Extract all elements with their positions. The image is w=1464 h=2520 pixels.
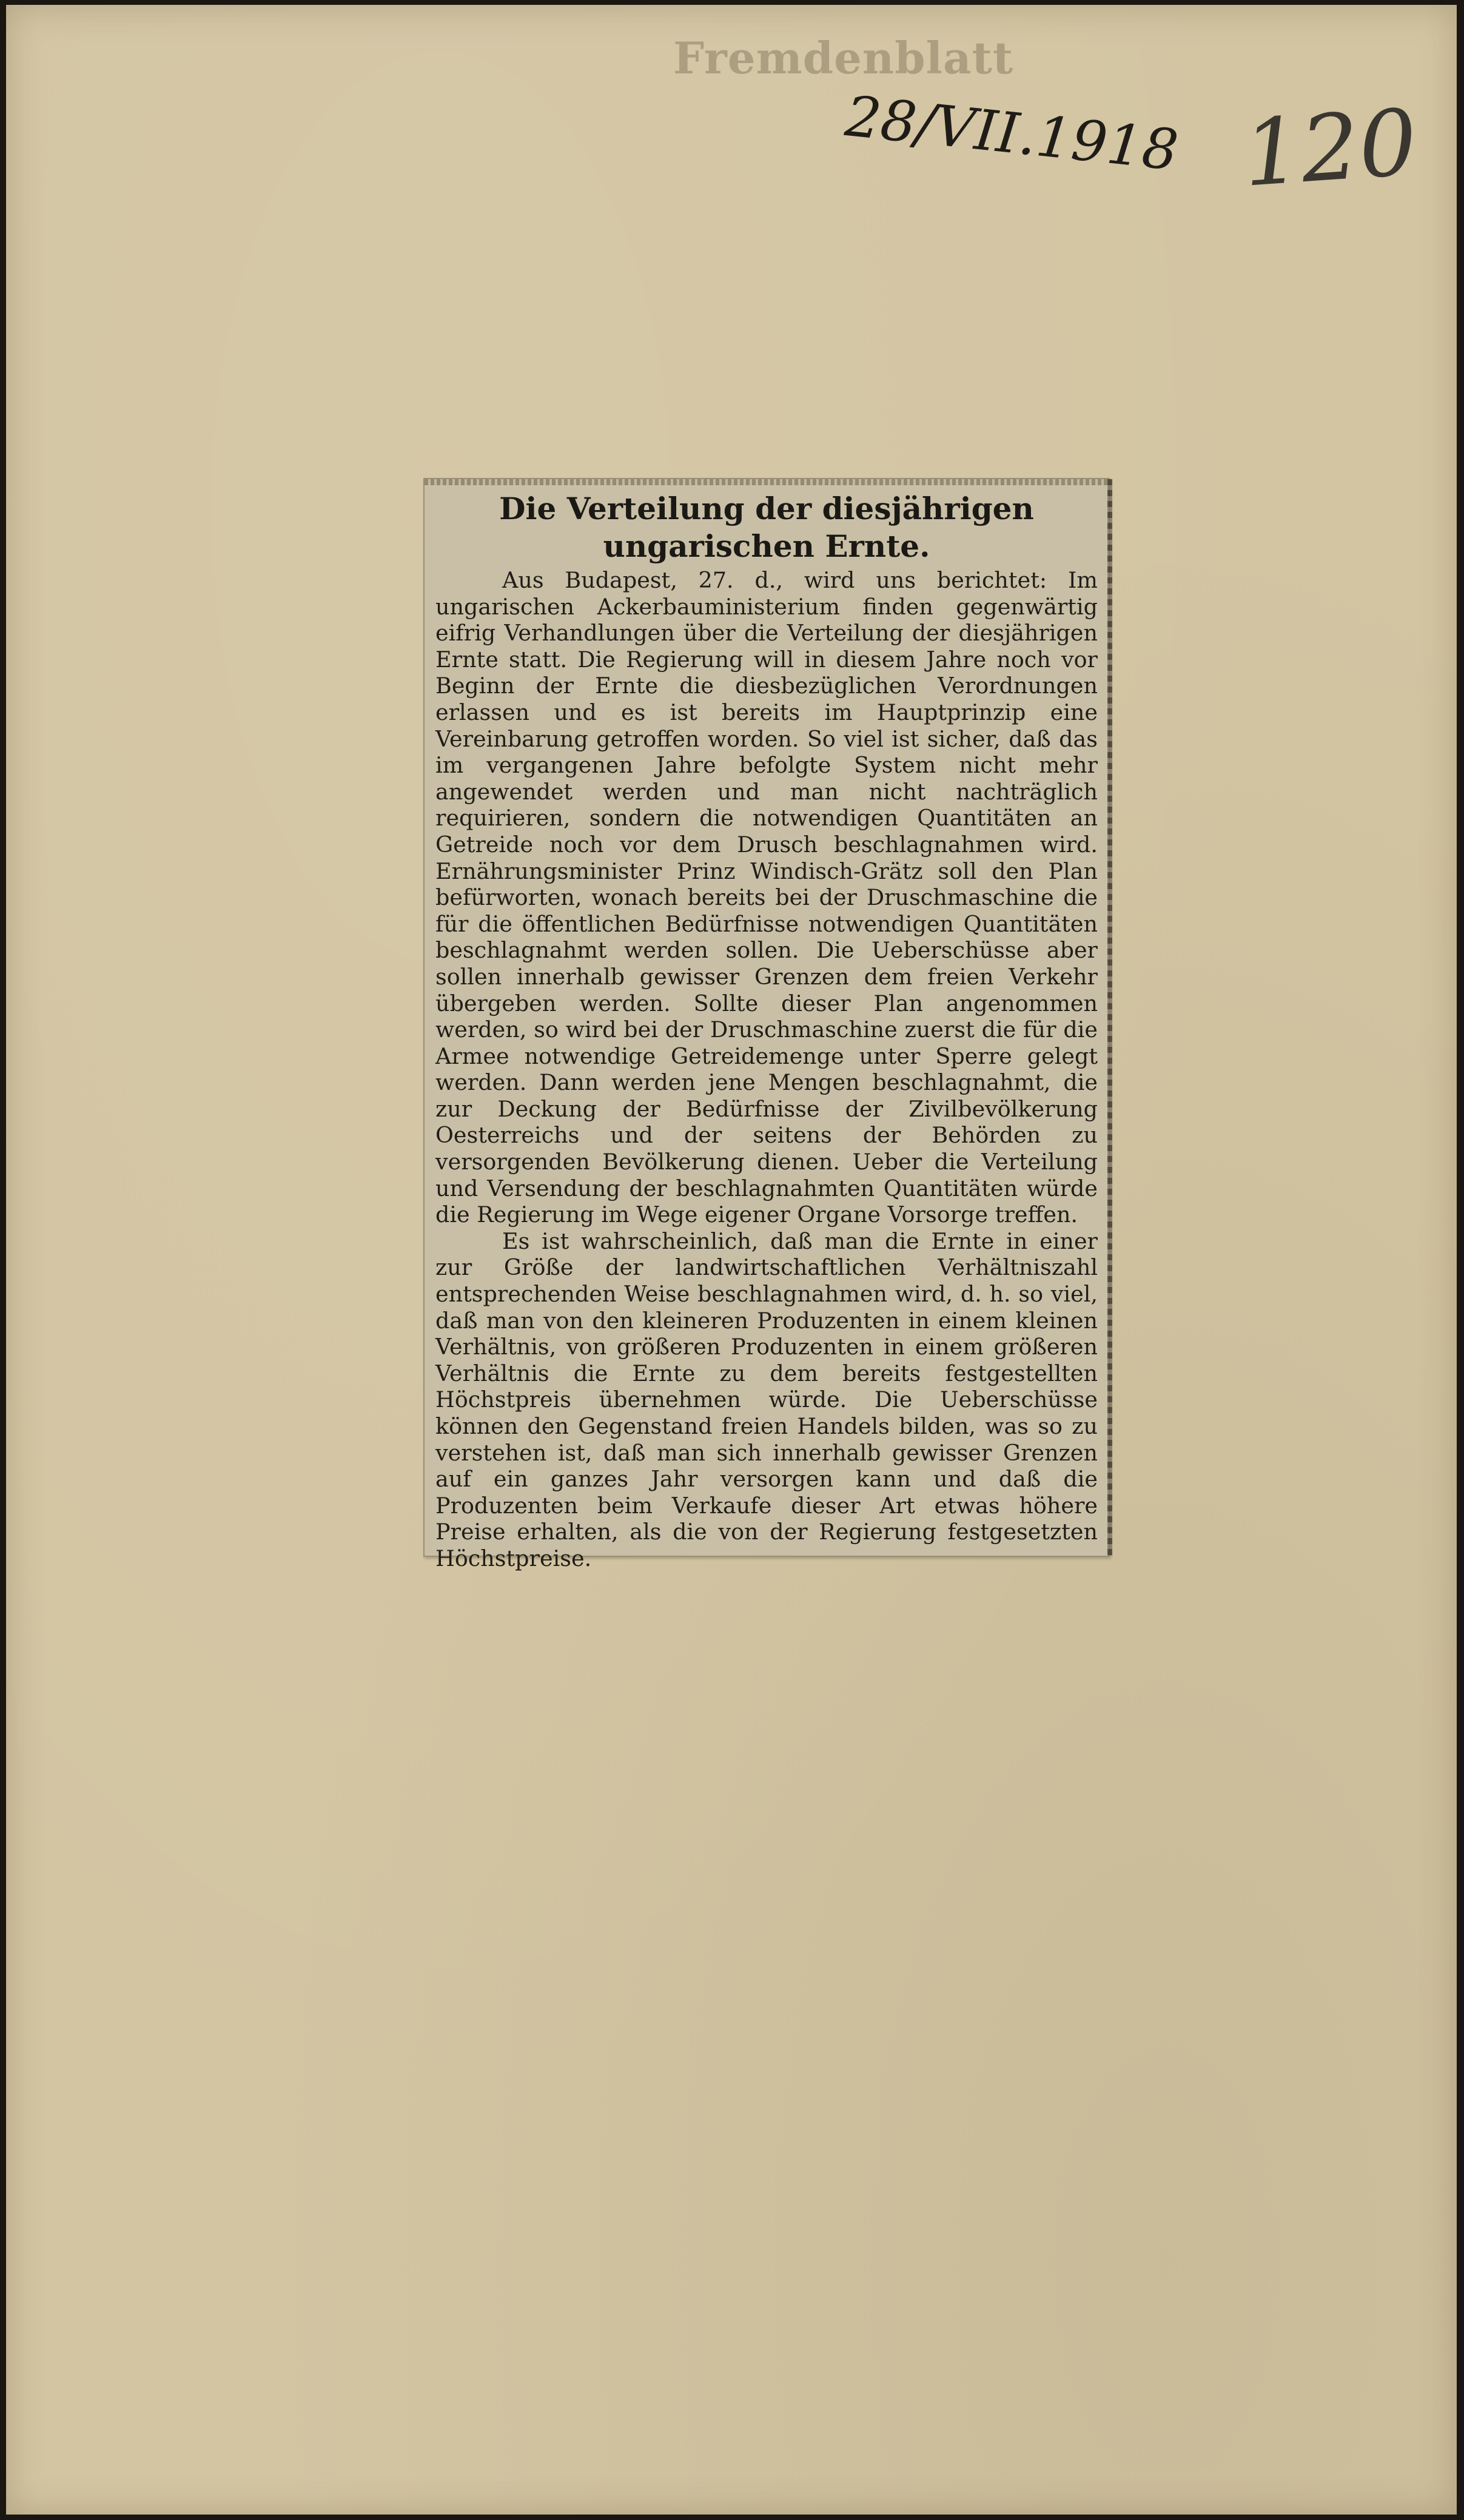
article-body xyxy=(435,567,1098,1572)
article-paragraph: Es ist wahrscheinlich, daß man die Ernte in einer zur Größe der landwirtschaftlichen Verhältniszahl entsprechenden Weise beschlagnahmen wird, d. h. so viel, daß man von den kleineren Produzenten in einem kleinen Verhältnis, von größeren Produzenten in einem größeren Verhältnis die Ernte zu dem bereits festgestellten Höchstpreis übernehmen würde. Die Ueberschüsse können den Gegenstand freien Handels bilden, was so zu verstehen ist, daß man sich innerhalb gewisser Grenzen auf ein ganzes Jahr versorgen kann und daß die Produzenten beim Verkaufe dieser Art etwas höhere Preise erhalten, als die von der Regierung festgesetzten Höchstpreise. xyxy=(435,1228,1098,1571)
article-paragraph: Aus Budapest, 27. d., wird uns berichtet: Im ungarischen Ackerbauministerium finden gegenwärtig eifrig Verhandlungen über die Verteilung der diesjährigen Ernte statt. Die Regierung will in diesem Jahre noch vor Beginn der Ernte die diesbezüglichen Verordnungen erlassen und es ist bereits im Hauptprinzip eine Vereinbarung getroffen worden. So viel ist sicher, daß das im vergangenen Jahre befolgte System nicht mehr angewendet werden und man nicht nachträglich requirieren, sondern die notwendigen Quantitäten an Getreide noch vor dem Drusch beschlagnahmen wird. Ernährungsminister Prinz Windisch-Grätz soll den Plan befürworten, wonach bereits bei der Druschmaschine die für die öffentlichen Bedürfnisse notwendigen Quantitäten beschlagnahmt werden sollen. Die Ueberschüsse aber sollen innerhalb gewisser Grenzen dem freien Verkehr übergeben werden. Sollte dieser Plan angenommen werden, so wird bei der Druschmaschine zuerst die für die Armee notwendige Getreidemenge unter Sperre gelegt werden. Dann werden jene Mengen beschlagnahmt, die zur Deckung der Bedürfnisse der Zivilbevölkerung Oesterreichs und der seitens der Behörden zu versorgenden Bevölkerung dienen. Ueber die Verteilung und Versendung der beschlagnahmten Quantitäten würde die Regierung im Wege eigener Organe Vorsorge treffen. xyxy=(435,567,1098,1228)
clipping-top-rule xyxy=(425,479,1109,485)
handwritten-archive-number: 120 xyxy=(1240,90,1421,207)
handwritten-date: 28/VII.1918 xyxy=(842,84,1181,183)
newspaper-name-stamp: Fremdenblatt xyxy=(673,32,1014,84)
clipping-right-edge xyxy=(1107,479,1112,1556)
article-headline: Die Verteilung der diesjährigen ungarischen Ernte. xyxy=(499,491,1034,564)
newspaper-clipping xyxy=(423,478,1110,1571)
archive-sheet xyxy=(6,5,1457,2515)
